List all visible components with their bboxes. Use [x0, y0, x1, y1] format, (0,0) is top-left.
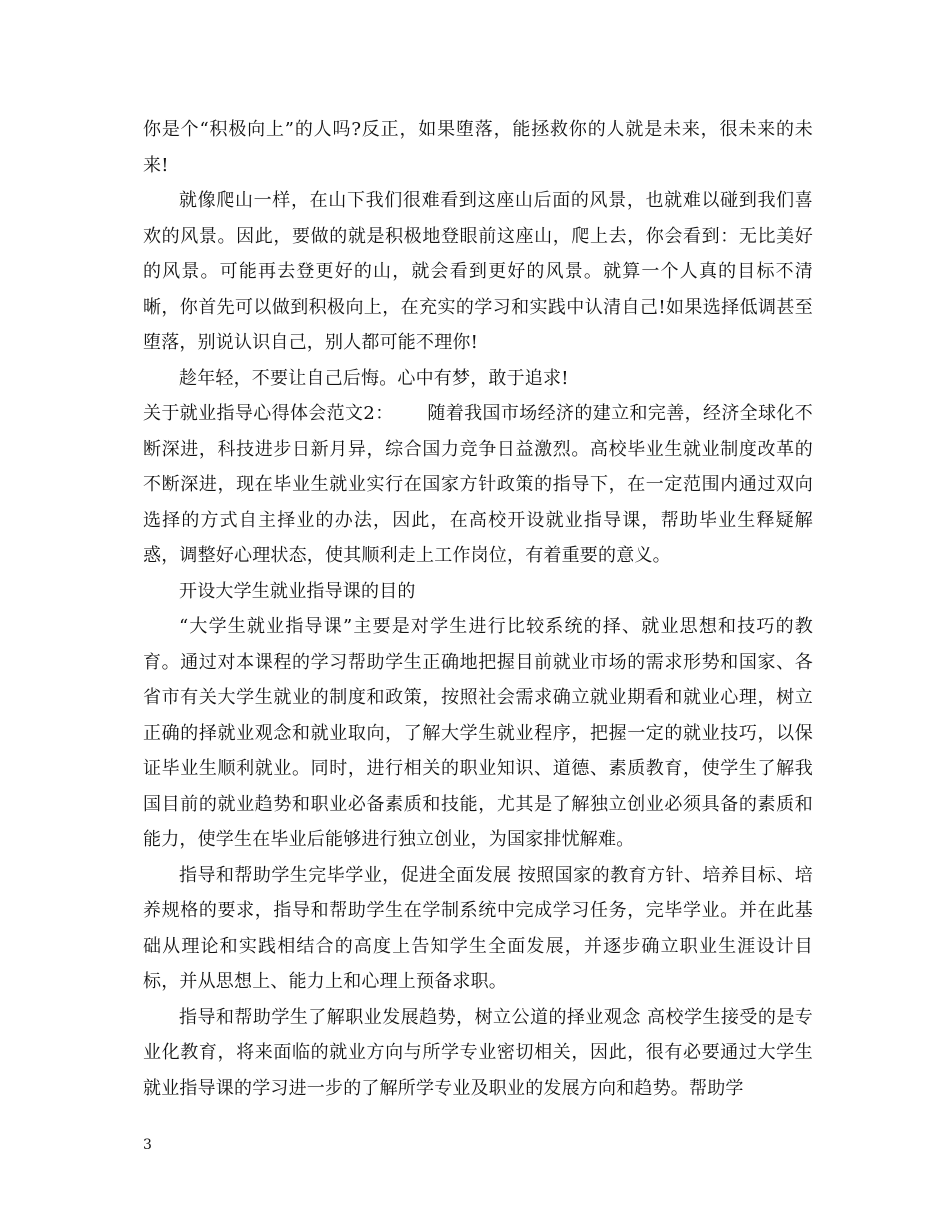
paragraph-1: 你是个“积极向上”的人吗?反正，如果堕落，能拯救你的人就是未来，很未来的未来! — [143, 119, 813, 176]
paragraph-3: 趁年轻，不要让自己后悔。心中有梦，敢于追求! — [179, 367, 569, 389]
page-number: 3 — [143, 1137, 152, 1153]
paragraph-6: “大学生就业指导课”主要是对学生进行比较系统的择、就业思想和技巧的教育。通过对本课程的学习帮助学生正确地把握目前就业市场的需求形势和国家、各省市有关大学生就业的制度和政策，按照社会需求确立就业期看和就业心理，树立正确的择就业观念和就业取向，了解大学生就业程序，把握一定的就业技巧，以保证毕业生顺利就业。同时，进行相关的职业知识、道德、素质教育，使学生了解我国目前的就业趋势和职业必备素质和技能，尤其是了解独立创业必须具备的素质和能力，使学生在毕业后能够进行独立创业，为国家排忧解难。 — [143, 616, 813, 850]
paragraph-8: 指导和帮助学生了解职业发展趋势，树立公道的择业观念 高校学生接受的是专业化教育，将来面临的就业方向与所学专业密切相关，因此，很有必要通过大学生就业指导课的学习进一步的了解所学专业及职业的发展方向和趋势。帮助学 — [143, 1006, 813, 1099]
paragraph-4: 关于就业指导心得体会范文2： 随着我国市场经济的建立和完善，经济全球化不断深进，科技进步日新月异，综合国力竞争日益激烈。高校毕业生就业制度改革的不断深进，现在毕业生就业实行在国家方针政策的指导下，在一定范围内通过双向选择的方式自主择业的办法，因此，在高校开设就业指导课，帮助毕业生释疑解惑，调整好心理状态，使其顺利走上工作岗位，有着重要的意义。 — [143, 403, 813, 566]
paragraph-5: 开设大学生就业指导课的目的 — [179, 580, 416, 602]
body-text — [143, 112, 813, 1106]
paragraph-7: 指导和帮助学生完毕学业，促进全面发展 按照国家的教育方针、培养目标、培养规格的要求，指导和帮助学生在学制系统中完成学习任务，完毕学业。并在此基础从理论和实践相结合的高度上告知学生全面发展，并逐步确立职业生涯设计目标，并从思想上、能力上和心理上预备求职。 — [143, 864, 813, 992]
paragraph-2: 就像爬山一样，在山下我们很难看到这座山后面的风景，也就难以碰到我们喜欢的风景。因此，要做的就是积极地登眼前这座山，爬上去，你会看到：无比美好的风景。可能再去登更好的山，就会看到更好的风景。就算一个人真的目标不清晰，你首先可以做到积极向上，在充实的学习和实践中认清自己!如果选择低调甚至堕落，别说认识自己，别人都可能不理你! — [143, 190, 813, 353]
